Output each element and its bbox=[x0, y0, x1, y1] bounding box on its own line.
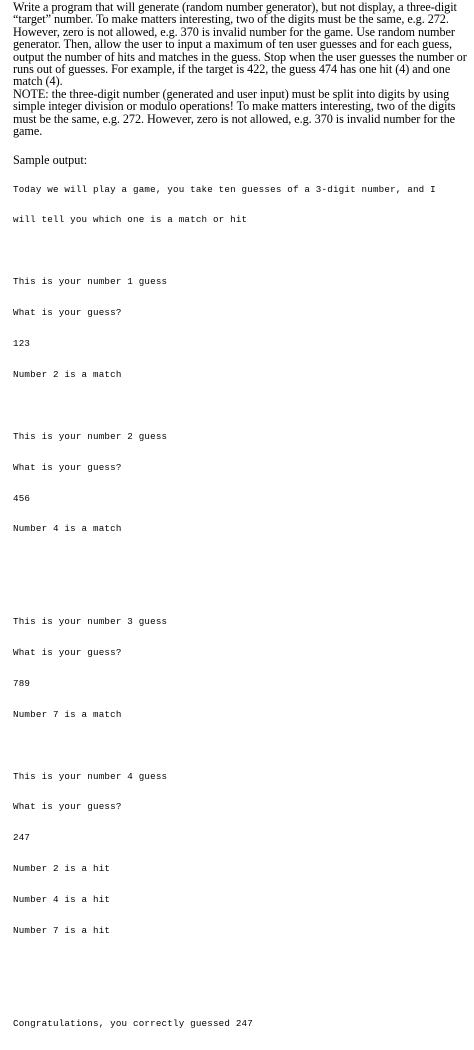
console-line: What is your guess? bbox=[13, 461, 122, 473]
console-line: 123 bbox=[13, 338, 31, 350]
console-line bbox=[13, 246, 471, 256]
problem-statement bbox=[13, 1, 471, 137]
console-line: What is your guess? bbox=[13, 307, 122, 319]
console-line: Number 2 is a hit bbox=[13, 863, 111, 875]
console-line: Number 2 is a match bbox=[13, 368, 122, 380]
console-line bbox=[13, 586, 471, 596]
sample-output-heading: Sample output: bbox=[13, 153, 88, 167]
console-line: Number 4 is a match bbox=[13, 523, 122, 535]
console-line: This is your number 4 guess bbox=[13, 770, 168, 782]
console-line: What is your guess? bbox=[13, 801, 122, 813]
console-line bbox=[13, 988, 471, 998]
console-line: 247 bbox=[13, 832, 31, 844]
console-line: Number 4 is a hit bbox=[13, 894, 111, 906]
console-line bbox=[13, 741, 471, 751]
console-line bbox=[13, 401, 471, 411]
console-line: 456 bbox=[13, 492, 31, 504]
console-line: 789 bbox=[13, 677, 31, 689]
console-line: will tell you which one is a match or hit bbox=[13, 214, 248, 226]
console-line: What is your guess? bbox=[13, 646, 122, 658]
console-line: This is your number 3 guess bbox=[13, 616, 168, 628]
console-line bbox=[13, 957, 471, 967]
console-line bbox=[13, 555, 471, 565]
console-line: Congratulations, you correctly guessed 247 bbox=[13, 1017, 253, 1029]
console-line: This is your number 2 guess bbox=[13, 430, 168, 442]
console-line: Number 7 is a match bbox=[13, 708, 122, 720]
console-line: Number 7 is a hit bbox=[13, 924, 111, 936]
problem-paragraph-note: NOTE: the three-digit number (generated and user input) must be split into digits by using simple integer division or modulo operations! To make matters interesting, two of the digits must be the same, e.g. 272. However, zero is not allowed, e.g. 370 is invalid number for the game. bbox=[13, 86, 456, 139]
problem-paragraph-description: Write a program that will generate (random number generator), but not display, a three-digit “target” number. To make matters interesting, two of the digits must be the same, e.g. 272. However, zero is not allowed, e.g. 370 is invalid number for the game. Use random number generator. Then, allow the user to input a maximum of ten user guesses and for each guess, output the number of hits and matches in the guess. Stop when the user guesses the number or runs out of guesses. For example, if the target is 422, the guess 474 has one hit (4) and one match (4). bbox=[13, 0, 467, 89]
console-line: This is your number 1 guess bbox=[13, 276, 168, 288]
console-line: Today we will play a game, you take ten guesses of a 3-digit number, and I bbox=[13, 183, 436, 195]
sample-output-console bbox=[13, 164, 471, 1050]
